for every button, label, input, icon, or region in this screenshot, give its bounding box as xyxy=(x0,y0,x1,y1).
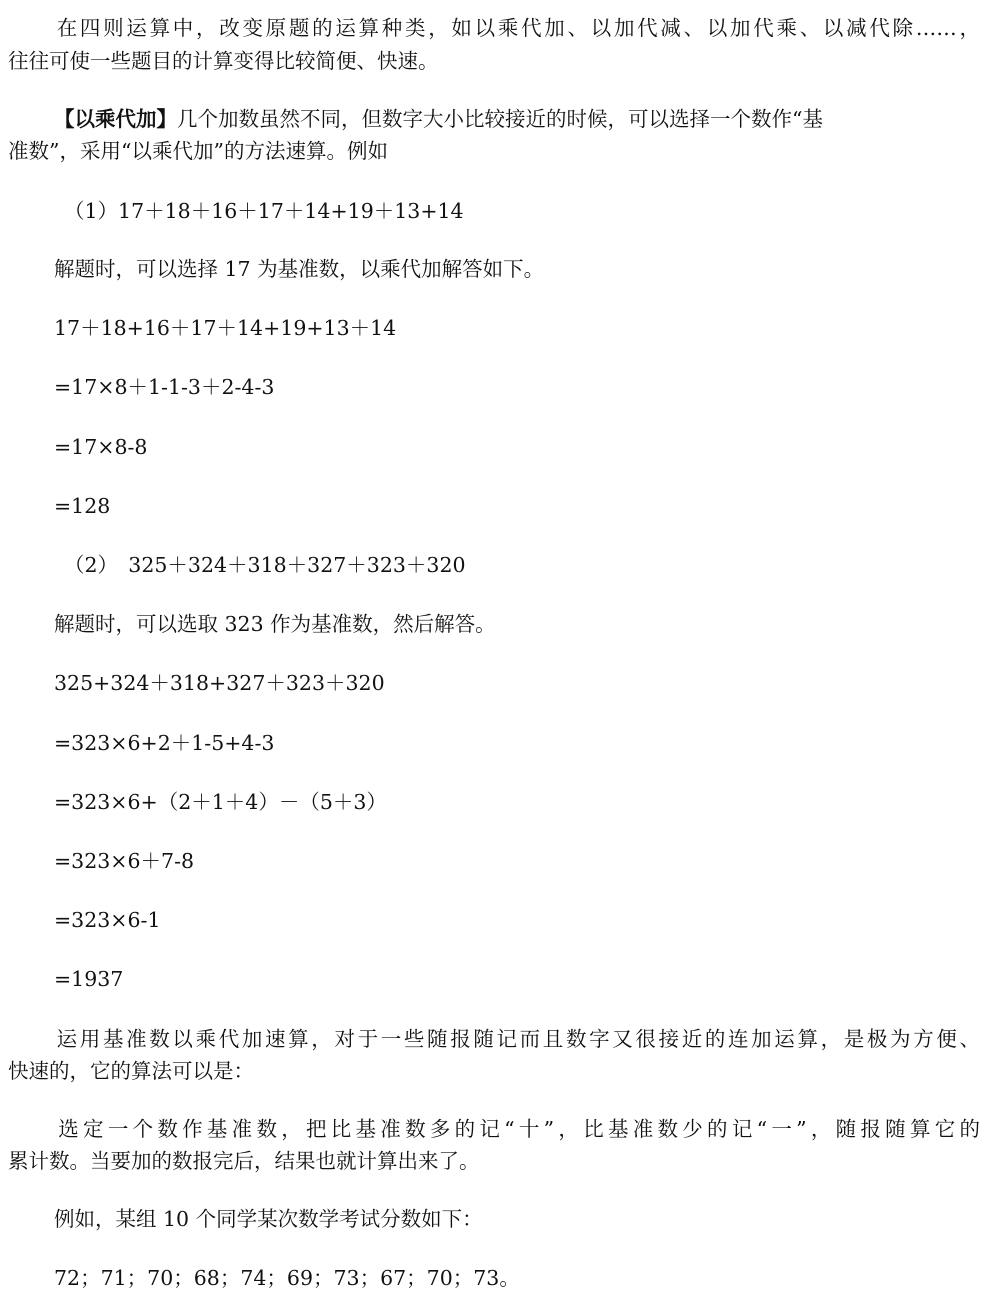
example-1-step-1: 17＋18+16＋17＋14+19+13＋14 xyxy=(54,316,397,340)
section-term: 【以乘代加】 xyxy=(54,107,177,131)
example-2-problem: （2） 325＋324＋318＋327＋323＋320 xyxy=(64,553,466,577)
example-3-intro: 例如，某组 10 个同学某次数学考试分数如下： xyxy=(54,1207,483,1231)
summary-line-1 xyxy=(8,1023,980,1055)
example-2-step-4: =323×6＋7-8 xyxy=(54,849,195,873)
intro-text-1: 在四则运算中，改变原题的运算种类，如以乘代加、以加代减、以加代乘、以减代除……， xyxy=(54,16,980,40)
example-2-step-3: =323×6+（2＋1＋4）－（5＋3） xyxy=(54,790,387,814)
summary-text-1: 运用基准数以乘代加速算，对于一些随报随记而且数字又很接近的连加运算，是极为方便、 xyxy=(54,1027,980,1051)
intro-line-2: 往往可使一些题目的计算变得比较简便、快速。 xyxy=(8,49,439,73)
example-2-step-6: =1937 xyxy=(54,967,124,991)
example-2-step-1: 325+324＋318+327＋323＋320 xyxy=(54,671,385,695)
example-2-step-2: =323×6+2＋1-5+4-3 xyxy=(54,731,275,755)
method-text-1: 选定一个数作基准数，把比基准数多的记“十”，比基准数少的记“一”，随报随算它的 xyxy=(54,1117,980,1141)
example-2-step-5: =323×6-1 xyxy=(54,908,161,932)
section-line-2: 准数”，采用“以乘代加”的方法速算。例如 xyxy=(8,139,388,163)
example-2-explanation: 解题时，可以选取 323 作为基准数，然后解答。 xyxy=(54,612,496,636)
example-1-problem: （1）17＋18＋16＋17＋14+19＋13+14 xyxy=(64,199,464,223)
section-line-1 xyxy=(54,103,823,135)
example-1-step-2: =17×8＋1-1-3＋2-4-3 xyxy=(54,375,275,399)
example-1-step-4: =128 xyxy=(54,494,111,518)
method-line-2: 累计数。当要加的数报完后，结果也就计算出来了。 xyxy=(8,1149,480,1173)
method-line-1 xyxy=(8,1113,980,1145)
example-3-scores: 72；71；70；68；74；69；73；67；70；73。 xyxy=(54,1266,520,1290)
example-1-step-3: =17×8-8 xyxy=(54,435,148,459)
section-text-1: 几个加数虽然不同，但数字大小比较接近的时候，可以选择一个数作“基 xyxy=(177,107,823,131)
example-1-explanation: 解题时，可以选择 17 为基准数，以乘代加解答如下。 xyxy=(54,257,545,281)
summary-line-2: 快速的，它的算法可以是： xyxy=(8,1059,254,1083)
intro-line-1 xyxy=(8,12,980,44)
